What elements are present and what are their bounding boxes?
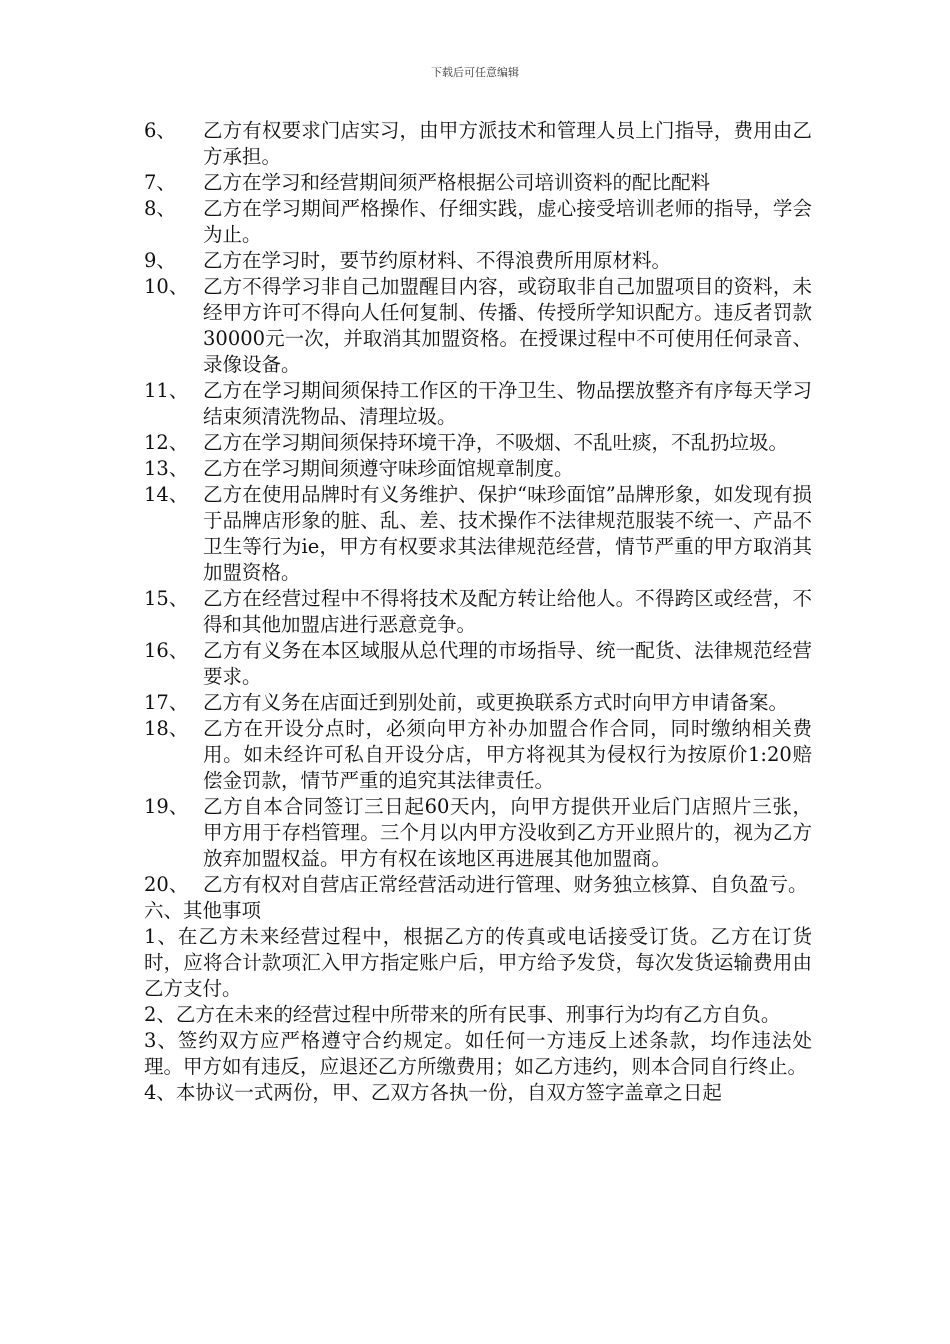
clause-number: 7、 (144, 171, 176, 194)
clause-text: 乙方在学习期间须遵守味珍面馆规章制度。 (203, 457, 574, 480)
clause-item (144, 378, 812, 430)
clause-number: 6、 (144, 119, 176, 142)
clause-item (144, 196, 812, 248)
clause-item (144, 638, 812, 690)
clause-number: 11、 (144, 379, 189, 402)
clause-text: 乙方不得学习非自己加盟醒目内容，或窃取非自己加盟项目的资料，未经甲方许可不得向人任何复制、传播、传授所学知识配方。违反者罚款30000元一次，并取消其加盟资格。在授课过程中不可使用任何录音、录像设备。 (203, 275, 812, 376)
clause-text: 乙方在使用品牌时有义务维护、保护“味珍面馆”品牌形象，如发现有损于品牌店形象的脏、乱、差、技术操作不法律规范服装不统一、产品不卫生等行为ie，甲方有权要求其法律规范经营，情节严重的甲方取消其加盟资格。 (203, 483, 812, 584)
page-header-note: 下载后可任意编辑 (431, 66, 519, 79)
clause-number: 16、 (144, 639, 189, 662)
clause-number: 13、 (144, 457, 189, 480)
clause-item (144, 118, 812, 170)
section-paragraph: 2、乙方在未来的经营过程中所带来的所有民事、刑事行为均有乙方自负。 (144, 1003, 781, 1026)
clause-item (144, 170, 812, 196)
clause-text: 乙方在学习期间严格操作、仔细实践，虚心接受培训老师的指导，学会为止。 (203, 197, 812, 246)
clause-item (144, 430, 812, 456)
clause-text: 乙方在学习期间须保持工作区的干净卫生、物品摆放整齐有序每天学习结束须清洗物品、清理垃圾。 (203, 379, 812, 428)
clause-number: 9、 (144, 249, 176, 272)
clause-number: 14、 (144, 483, 189, 506)
clause-text: 乙方在学习和经营期间须严格根据公司培训资料的配比配料 (203, 171, 711, 194)
clause-text: 乙方在经营过程中不得将技术及配方转让给他人。不得跨区或经营，不得和其他加盟店进行恶意竞争。 (203, 587, 812, 636)
clause-item (144, 586, 812, 638)
clause-text: 乙方在学习时，要节约原材料、不得浪费所用原材料。 (203, 249, 672, 272)
clause-text: 乙方有义务在本区域服从总代理的市场指导、统一配货、法律规范经营要求。 (203, 639, 812, 688)
section-heading: 六、其他事项 (144, 899, 262, 922)
contract-body (144, 118, 812, 1106)
clause-number: 8、 (144, 197, 176, 220)
clause-item (144, 794, 812, 872)
clause-item (144, 482, 812, 586)
clause-number: 12、 (144, 431, 189, 454)
section-paragraph: 1、在乙方未来经营过程中，根据乙方的传真或电话接受订货。乙方在订货时，应将合计款项汇入甲方指定账户后，甲方给予发贷，每次发货运输费用由乙方支付。 (144, 925, 812, 1000)
clause-item (144, 456, 812, 482)
clause-item (144, 690, 812, 716)
clause-text: 乙方自本合同签订三日起60天内，向甲方提供开业后门店照片三张，甲方用于存档管理。三个月以内甲方没收到乙方开业照片的，视为乙方放弃加盟权益。甲方有权在该地区再进展其他加盟商。 (203, 795, 812, 870)
clause-item (144, 872, 812, 898)
clause-text: 乙方在开设分点时，必须向甲方补办加盟合作合同，同时缴纳相关费用。如未经许可私自开设分店，甲方将视其为侵权行为按原价1:20赔偿金罚款，情节严重的追究其法律责任。 (203, 717, 812, 792)
section-paragraph: 3、签约双方应严格遵守合约规定。如任何一方违反上述条款，均作违法处理。甲方如有违反，应退还乙方所缴费用；如乙方违约，则本合同自行终止。 (144, 1029, 812, 1078)
clause-text: 乙方有权要求门店实习，由甲方派技术和管理人员上门指导，费用由乙方承担。 (203, 119, 812, 168)
clause-text: 乙方有义务在店面迁到别处前，或更换联系方式时向甲方申请备案。 (203, 691, 789, 714)
clause-number: 15、 (144, 587, 189, 610)
clause-number: 17、 (144, 691, 189, 714)
section-paragraph: 4、本协议一式两份，甲、乙双方各执一份，自双方签字盖章之日起 (144, 1081, 722, 1104)
clause-number: 19、 (144, 795, 189, 818)
clause-item (144, 274, 812, 378)
clause-number: 18、 (144, 717, 189, 740)
clause-number: 10、 (144, 275, 189, 298)
clause-text: 乙方有权对自营店正常经营活动进行管理、财务独立核算、自负盈亏。 (203, 873, 808, 896)
clause-item (144, 248, 812, 274)
clause-item (144, 716, 812, 794)
clause-text: 乙方在学习期间须保持环境干净，不吸烟、不乱吐痰，不乱扔垃圾。 (203, 431, 789, 454)
clause-number: 20、 (144, 873, 189, 896)
